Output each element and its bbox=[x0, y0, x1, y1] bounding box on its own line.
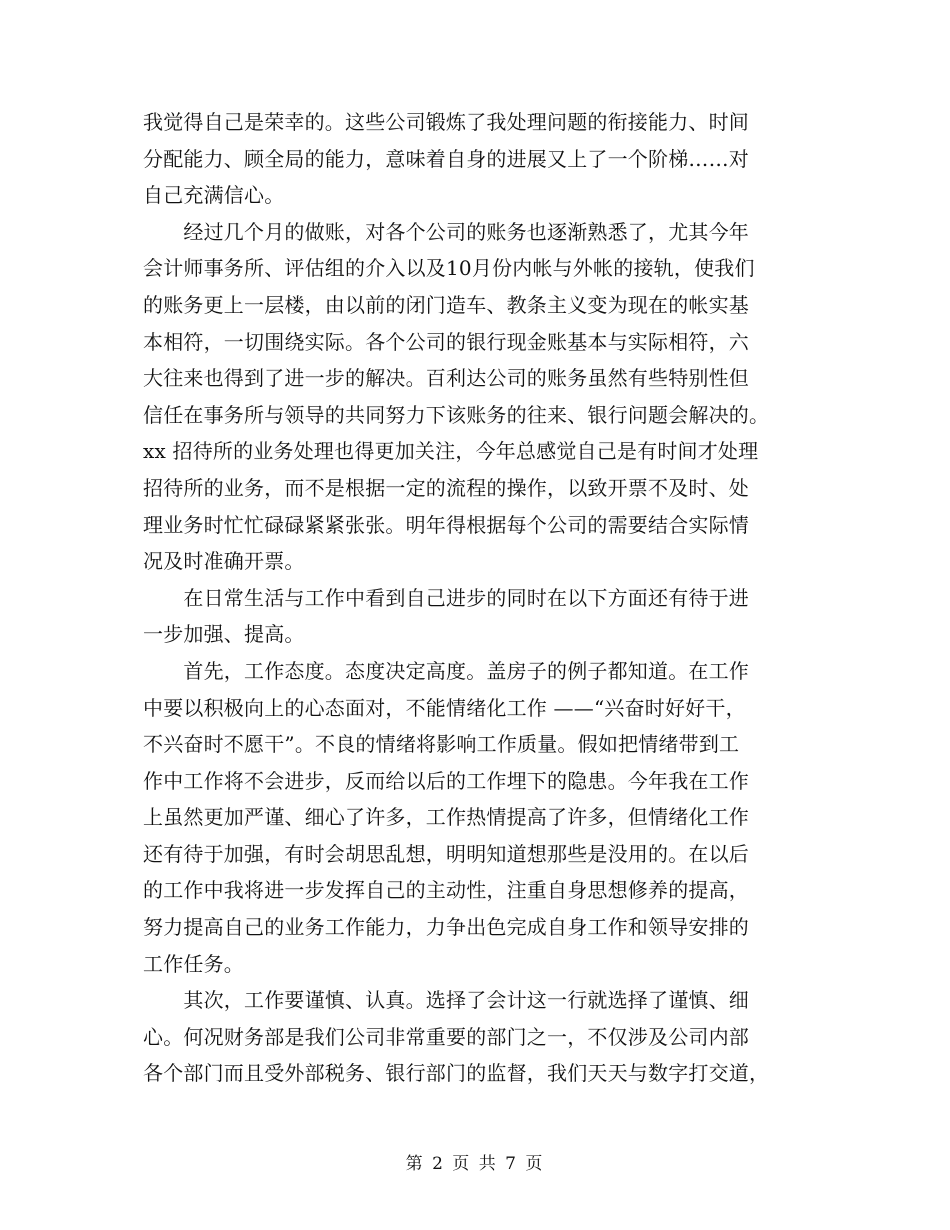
page-footer: 第 2 页 共 7 页 bbox=[405, 1154, 545, 1174]
text-line: 我觉得自己是荣幸的。这些公司锻炼了我处理问题的衔接能力、时间 bbox=[143, 110, 749, 134]
text-line: 分配能力、顾全局的能力，意味着自身的进展又上了一个阶梯……对 bbox=[143, 146, 749, 171]
text-line: 大往来也得到了进一步的解决。百利达公司的账务虽然有些特别性但 bbox=[143, 366, 749, 391]
text-line: 首先，工作态度。态度决定高度。盖房子的例子都知道。在工作 bbox=[143, 658, 749, 683]
text-line: 经过几个月的做账，对各个公司的账务也逐渐熟悉了，尤其今年 bbox=[143, 219, 749, 244]
text-line: 努力提高自己的业务工作能力，力争出色完成自身工作和领导安排的 bbox=[143, 915, 749, 940]
document-body bbox=[143, 104, 807, 1092]
text-line: xx 招待所的业务处理也得更加关注，今年总感觉自己是有时间才处理 bbox=[143, 439, 759, 464]
text-line: 各个部门而且受外部税务、银行部门的监督，我们天天与数字打交道， bbox=[143, 1061, 770, 1086]
text-line: 理业务时忙忙碌碌紧紧张张。明年得根据每个公司的需要结合实际情 bbox=[143, 512, 749, 537]
text-line: 上虽然更加严谨、细心了许多，工作热情提高了许多，但情绪化工作 bbox=[143, 805, 749, 830]
text-line: 在日常生活与工作中看到自己进步的同时在以下方面还有待于进 bbox=[143, 585, 749, 610]
text-line: 本相符，一切围绕实际。各个公司的银行现金账基本与实际相符，六 bbox=[143, 329, 749, 354]
text-line: 招待所的业务，而不是根据一定的流程的操作，以致开票不及时、处 bbox=[143, 475, 749, 500]
text-line: 况及时准确开票。 bbox=[143, 549, 305, 574]
text-line: 作中工作将不会进步，反而给以后的工作埋下的隐患。今年我在工作 bbox=[143, 768, 749, 793]
text-line: 自己充满信心。 bbox=[143, 183, 285, 208]
text-line: 中要以积极向上的心态面对，不能情绪化工作 ——“兴奋时好好干， bbox=[143, 695, 746, 720]
text-line: 工作任务。 bbox=[143, 951, 244, 976]
text-line: 不兴奋时不愿干”。不良的情绪将影响工作质量。假如把情绪带到工 bbox=[143, 732, 740, 757]
text-line: 其次，工作要谨慎、认真。选择了会计这一行就选择了谨慎、细 bbox=[143, 988, 749, 1013]
text-line: 心。何况财务部是我们公司非常重要的部门之一，不仅涉及公司内部 bbox=[143, 1024, 749, 1049]
text-line: 还有待于加强，有时会胡思乱想，明明知道想那些是没用的。在以后 bbox=[143, 841, 749, 866]
text-line: 一步加强、提高。 bbox=[143, 622, 305, 647]
text-line: 会计师事务所、评估组的介入以及10月份内帐与外帐的接轨，使我们 bbox=[143, 256, 755, 281]
text-line: 的工作中我将进一步发挥自己的主动性，注重自身思想修养的提高， bbox=[143, 878, 749, 903]
text-line: 信任在事务所与领导的共同努力下该账务的往来、银行问题会解决的。 bbox=[143, 402, 770, 427]
text-line: 的账务更上一层楼，由以前的闭门造车、教条主义变为现在的帐实基 bbox=[143, 292, 749, 317]
